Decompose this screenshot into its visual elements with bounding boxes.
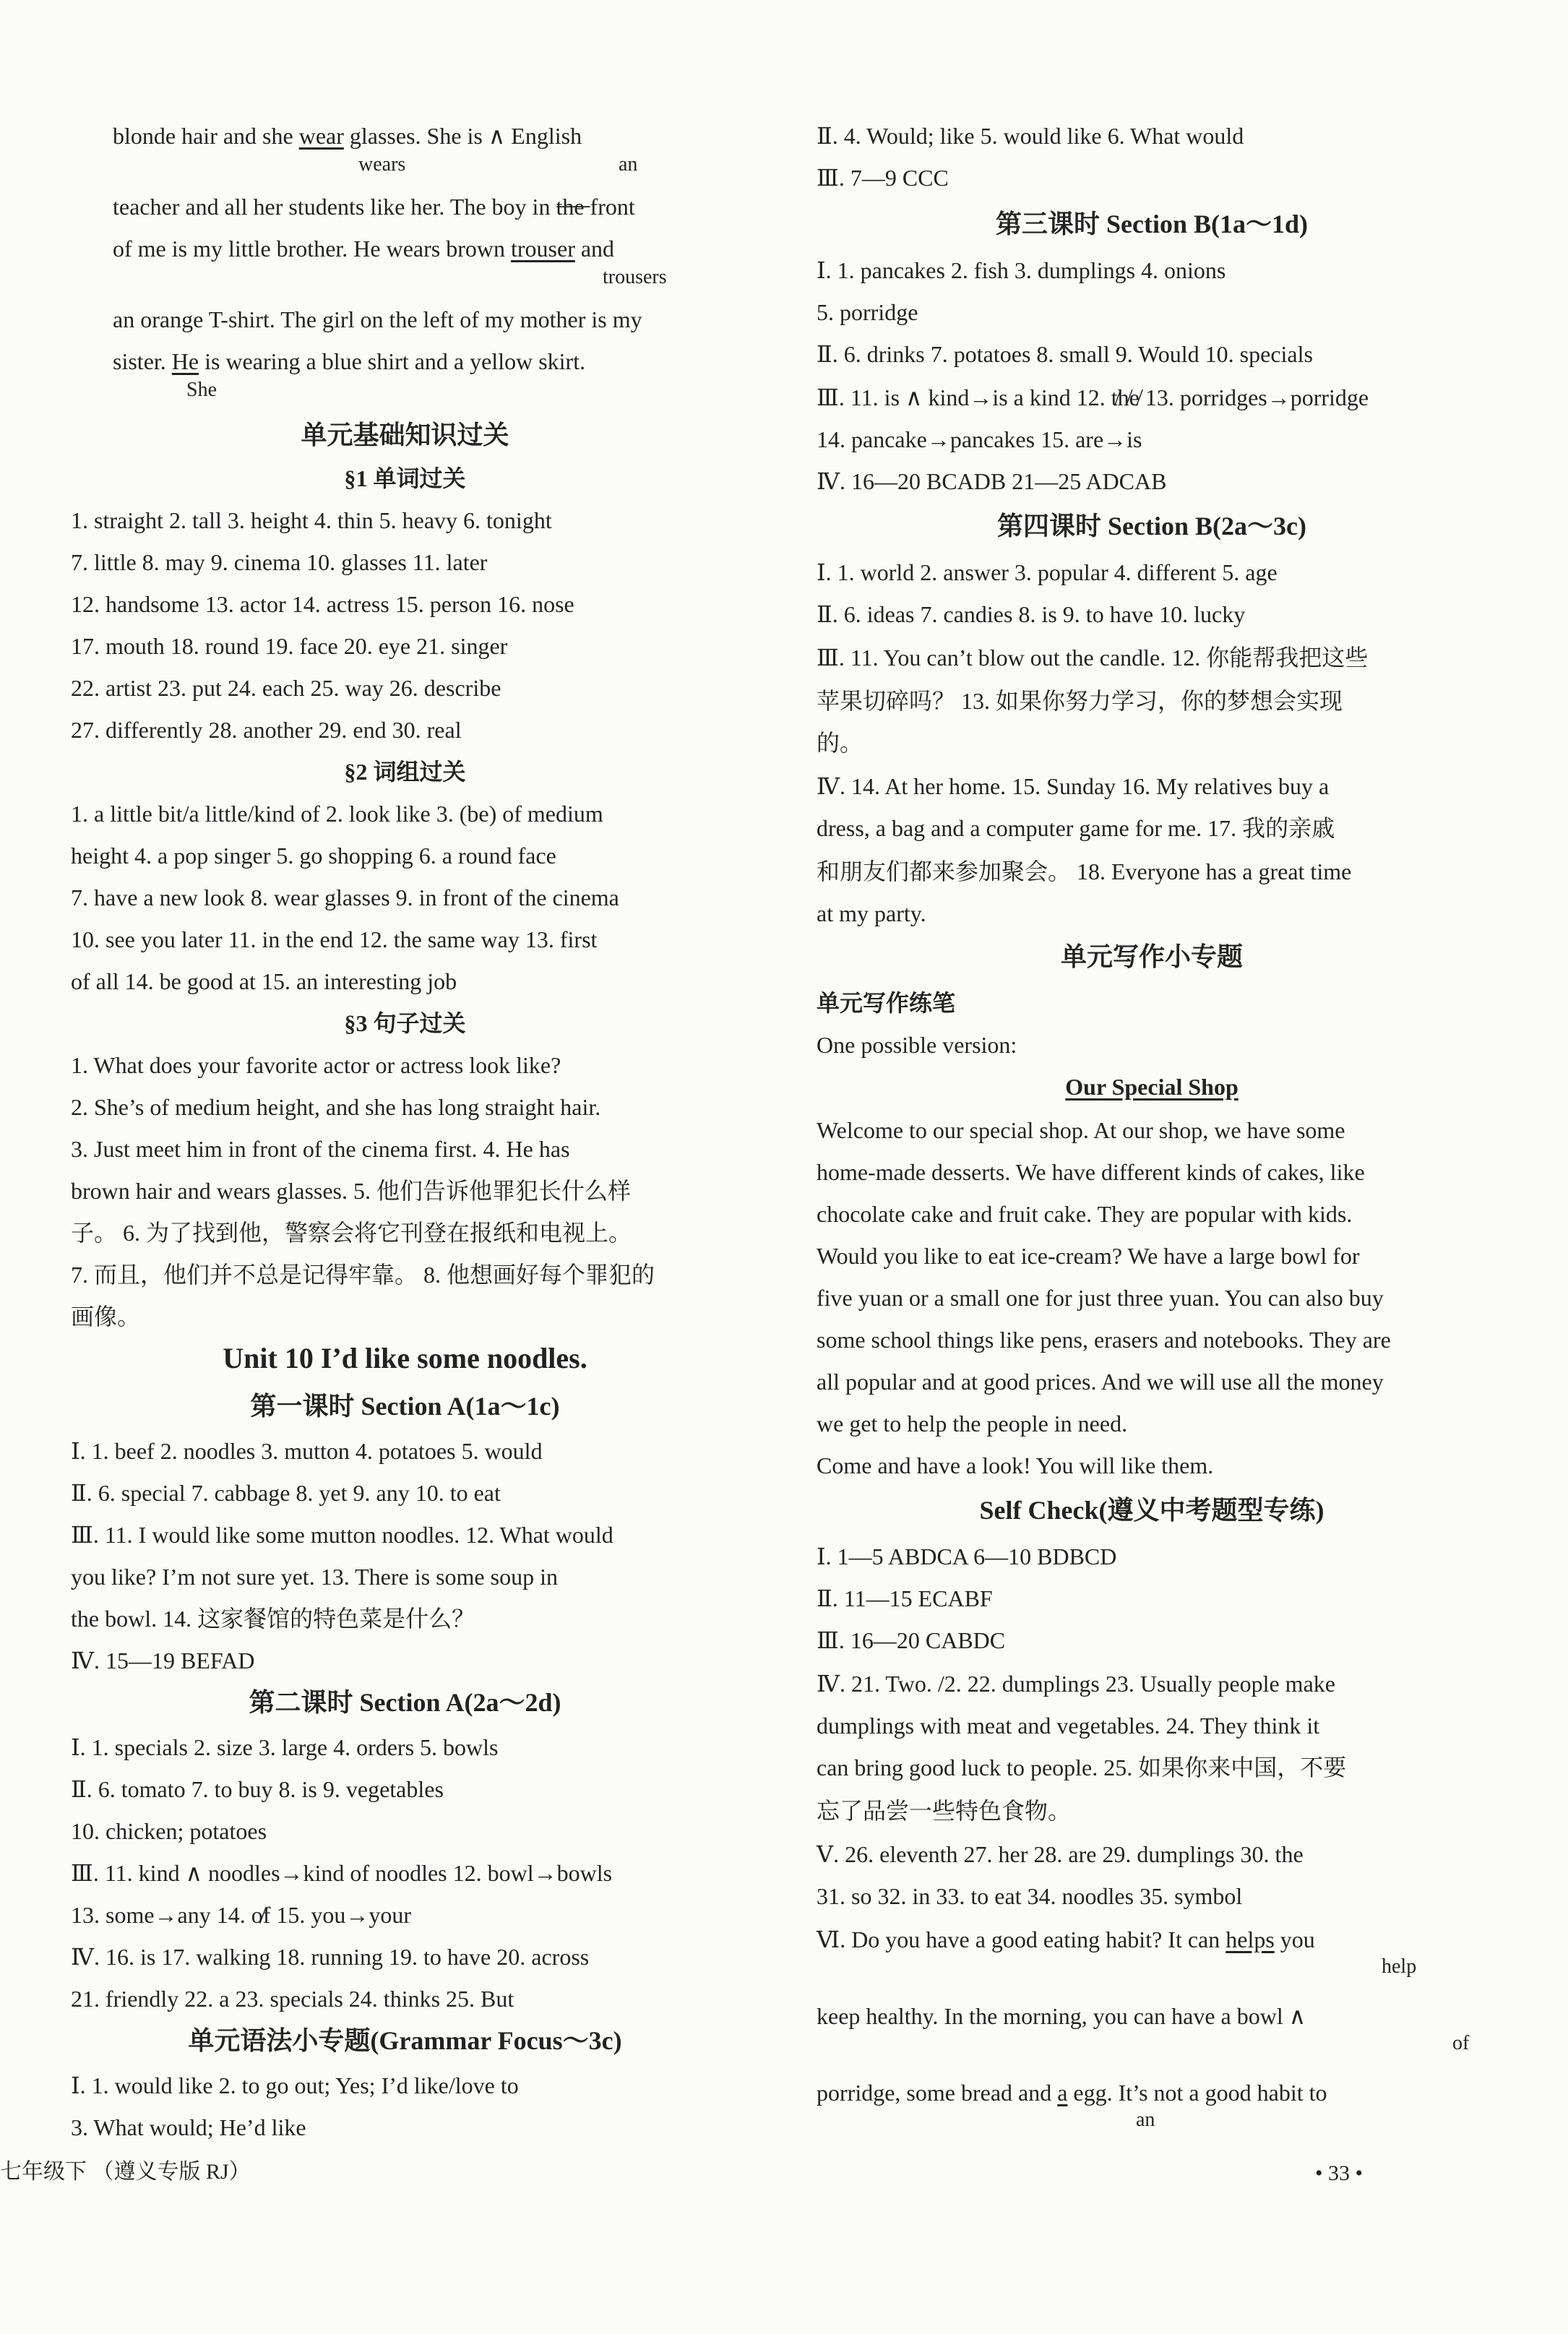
answer-line: Ⅰ. 1. would like 2. to go out; Yes; I’d like/love to — [71, 2072, 519, 2098]
answer-line: 12. handsome 13. actor 14. actress 15. person 16. nose — [71, 591, 574, 617]
answer-line: Ⅲ. 7—9 CCC — [817, 165, 949, 191]
correction-word: trousers — [603, 266, 667, 288]
answer-line: the bowl. 14. 这家餐馆的特色菜是什么？ — [71, 1606, 475, 1632]
essay-line: five yuan or a small one for just three yuan. You can also buy — [817, 1285, 1384, 1311]
essay-line: home-made desserts. We have different kinds of cakes, like — [817, 1159, 1365, 1185]
correction-word: She — [186, 379, 217, 401]
correction-word: an — [619, 153, 638, 176]
passage-line-2: teacher and all her students like her. The boy in t̶h̶e̶ front — [113, 194, 635, 220]
essay-line: Welcome to our special shop. At our shop, we have some — [817, 1117, 1345, 1143]
answer-line: Ⅳ. 21. Two. /2. 22. dumplings 23. Usually people make — [817, 1671, 1335, 1697]
answer-line: 5. porridge — [817, 299, 918, 325]
error-word: helps — [1225, 1926, 1275, 1952]
answer-line: Ⅳ. 14. At her home. 15. Sunday 16. My relatives buy a — [817, 773, 1330, 799]
answer-line: Ⅱ. 4. Would; like 5. would like 6. What would — [817, 123, 1244, 149]
subsection-heading: §3 句子过关 — [344, 1010, 466, 1036]
answer-line: 10. see you later 11. in the end 12. the same way 13. first — [71, 926, 598, 952]
correction-word: of — [1452, 2032, 1470, 2054]
answer-line: 2. She’s of medium height, and she has long straight hair. — [71, 1094, 601, 1120]
essay-line: Would you like to eat ice-cream? We have a large bowl for — [817, 1243, 1360, 1269]
answer-line: 31. so 32. in 33. to eat 34. noodles 35. symbol — [817, 1883, 1243, 1909]
correction-word: an — [1136, 2109, 1155, 2131]
subsection-heading: §1 单词过关 — [344, 465, 466, 491]
answer-line: Ⅰ. 1. specials 2. size 3. large 4. orders 5. bowls — [71, 1734, 499, 1760]
answer-line: Ⅲ. 16—20 CABDC — [817, 1627, 1006, 1653]
answer-line: Ⅰ. 1. pancakes 2. fish 3. dumplings 4. onions — [817, 257, 1226, 283]
unit-title: Unit 10 I’d like some noodles. — [223, 1342, 587, 1374]
section-heading: 单元基础知识过关 — [301, 421, 509, 449]
subsection-label: 单元写作练笔 — [817, 990, 956, 1016]
answer-line: Ⅰ. 1—5 ABDCA 6—10 BDBCD — [817, 1543, 1117, 1569]
answer-line: Ⅱ. 6. drinks 7. potatoes 8. small 9. Would 10. specials — [817, 341, 1313, 367]
answer-line: 苹果切碎吗？ 13. 如果你努力学习，你的梦想会实现 — [817, 688, 1343, 714]
footer-book-label: 七年级下 （遵义专版 RJ） — [0, 2160, 251, 2184]
answer-line: Ⅰ. 1. world 2. answer 3. popular 4. different 5. age — [817, 559, 1278, 585]
vi-line-1: Ⅵ. Do you have a good eating habit? It can helps you — [817, 1926, 1315, 1952]
answer-line: Ⅲ. 11. You can’t blow out the candle. 12. 你能帮我把这些 — [817, 645, 1369, 671]
essay-line: some school things like pens, erasers and notebooks. They are — [817, 1327, 1391, 1353]
answer-line: at my party. — [817, 900, 926, 926]
answer-line: 17. mouth 18. round 19. face 20. eye 21. singer — [71, 633, 508, 659]
answer-line: Ⅱ. 6. special 7. cabbage 8. yet 9. any 10. to eat — [71, 1480, 501, 1506]
error-word: He — [171, 348, 199, 374]
answer-line: 7. 而且，他们并不总是记得牢靠。 8. 他想画好每个罪犯的 — [71, 1262, 655, 1288]
answer-line: 3. What would; He’d like — [71, 2114, 306, 2140]
answer-line: 7. little 8. may 9. cinema 10. glasses 11. later — [71, 549, 488, 575]
answer-line: 的。 — [817, 730, 863, 756]
essay-intro: One possible version: — [817, 1032, 1017, 1058]
answer-line: can bring good luck to people. 25. 如果你来中国，不要 — [817, 1754, 1347, 1780]
answer-line: 和朋友们都来参加聚会。 18. Everyone has a great time — [817, 858, 1352, 884]
answer-line: Ⅲ. 11. kind ∧ noodles→kind of noodles 12. bowl→bowls — [71, 1860, 613, 1886]
answer-line: Ⅳ. 16—20 BCADB 21—25 ADCAB — [817, 468, 1167, 494]
lesson-heading: 第二课时 Section A(2a～2d) — [249, 1688, 561, 1717]
answer-line: height 4. a pop singer 5. go shopping 6. a round face — [71, 843, 556, 869]
answer-line: 1. What does your favorite actor or actress look like? — [71, 1052, 561, 1078]
section-heading: 单元写作小专题 — [1060, 942, 1243, 971]
answer-line: Ⅴ. 26. eleventh 27. her 28. are 29. dumplings 30. the — [817, 1841, 1304, 1867]
answer-line: 22. artist 23. put 24. each 25. way 26. describe — [71, 675, 501, 701]
answer-line: 14. pancake→pancakes 15. are→is — [817, 426, 1142, 452]
answer-line: 3. Just meet him in front of the cinema first. 4. He has — [71, 1136, 570, 1162]
error-word: a — [1057, 2080, 1068, 2106]
answer-line: Ⅱ. 6. tomato 7. to buy 8. is 9. vegetables — [71, 1776, 444, 1802]
section-heading: 单元语法小专题(Grammar Focus～3c) — [188, 2026, 622, 2055]
passage-line-3: of me is my little brother. He wears brown trouser and — [113, 236, 615, 262]
answer-line: 子。 6. 为了找到他，警察会将它刊登在报纸和电视上。 — [71, 1220, 632, 1246]
vi-line-3: porridge, some bread and a egg. It’s not a good habit to — [817, 2080, 1327, 2106]
answer-line: dumplings with meat and vegetables. 24. They think it — [817, 1713, 1320, 1739]
answer-line: 13. some→any 14. o̸f 15. you→your — [71, 1902, 412, 1928]
passage-line-4: an orange T-shirt. The girl on the left of my mother is my — [113, 306, 642, 332]
essay-line: all popular and at good prices. And we will use all the money — [817, 1369, 1384, 1395]
vi-line-2: keep healthy. In the morning, you can have a bowl ∧ — [817, 2003, 1306, 2029]
answer-line: Ⅰ. 1. beef 2. noodles 3. mutton 4. potatoes 5. would — [71, 1438, 543, 1464]
answer-line: 忘了品尝一些特色食物。 — [817, 1798, 1072, 1824]
answer-line: you like? I’m not sure yet. 13. There is some soup in — [71, 1564, 558, 1590]
error-word: wear — [298, 123, 344, 149]
answer-line: brown hair and wears glasses. 5. 他们告诉他罪犯长什么样 — [71, 1178, 632, 1204]
answer-line: dress, a bag and a computer game for me. 17. 我的亲戚 — [817, 815, 1335, 841]
lesson-heading: 第四课时 Section B(2a～3c) — [997, 512, 1306, 541]
correction-word: wears — [358, 153, 406, 176]
answer-line: of all 14. be good at 15. an interesting job — [71, 968, 457, 994]
page-number: • 33 • — [1315, 2161, 1364, 2185]
passage-line-5: sister. He is wearing a blue shirt and a yellow skirt. — [113, 348, 586, 374]
answer-line: Ⅱ. 11—15 ECABF — [817, 1585, 993, 1611]
essay-line: Come and have a look! You will like them. — [817, 1452, 1214, 1478]
answer-line: 21. friendly 22. a 23. specials 24. thinks 25. But — [71, 1986, 514, 2012]
passage-line-1: blonde hair and she wear glasses. She is ∧ English — [113, 123, 582, 149]
answer-line: Ⅳ. 15—19 BEFAD — [71, 1648, 255, 1674]
correction-word: help — [1382, 1955, 1417, 1978]
essay-line: chocolate cake and fruit cake. They are popular with kids. — [817, 1201, 1353, 1227]
answer-line: Ⅱ. 6. ideas 7. candies 8. is 9. to have 10. lucky — [817, 601, 1246, 627]
answer-line: Ⅲ. 11. is ∧ kind→is a kind 12. t̸h̸e̸ 13. porridges→porridge — [817, 384, 1369, 410]
error-word: trouser — [510, 236, 575, 262]
lesson-heading: 第三课时 Section B(1a～1d) — [995, 210, 1308, 238]
answer-line: 画像。 — [71, 1304, 141, 1330]
lesson-heading: 第一课时 Section A(1a～1c) — [250, 1392, 560, 1421]
answer-line: Ⅳ. 16. is 17. walking 18. running 19. to have 20. across — [71, 1944, 590, 1970]
answer-line: 10. chicken; potatoes — [71, 1818, 267, 1844]
answer-line: 1. straight 2. tall 3. height 4. thin 5. heavy 6. tonight — [71, 507, 552, 533]
subsection-heading: §2 词组过关 — [344, 759, 466, 785]
answer-line: Ⅲ. 11. I would like some mutton noodles. 12. What would — [71, 1522, 613, 1548]
answer-line: 27. differently 28. another 29. end 30. real — [71, 717, 462, 743]
answer-line: 1. a little bit/a little/kind of 2. look like 3. (be) of medium — [71, 801, 603, 827]
section-heading: Self Check(遵义中考题型专练) — [979, 1496, 1324, 1525]
answer-line: 7. have a new look 8. wear glasses 9. in front of the cinema — [71, 884, 619, 910]
essay-line: we get to help the people in need. — [817, 1411, 1128, 1437]
essay-title: Our Special Shop — [1065, 1074, 1239, 1100]
